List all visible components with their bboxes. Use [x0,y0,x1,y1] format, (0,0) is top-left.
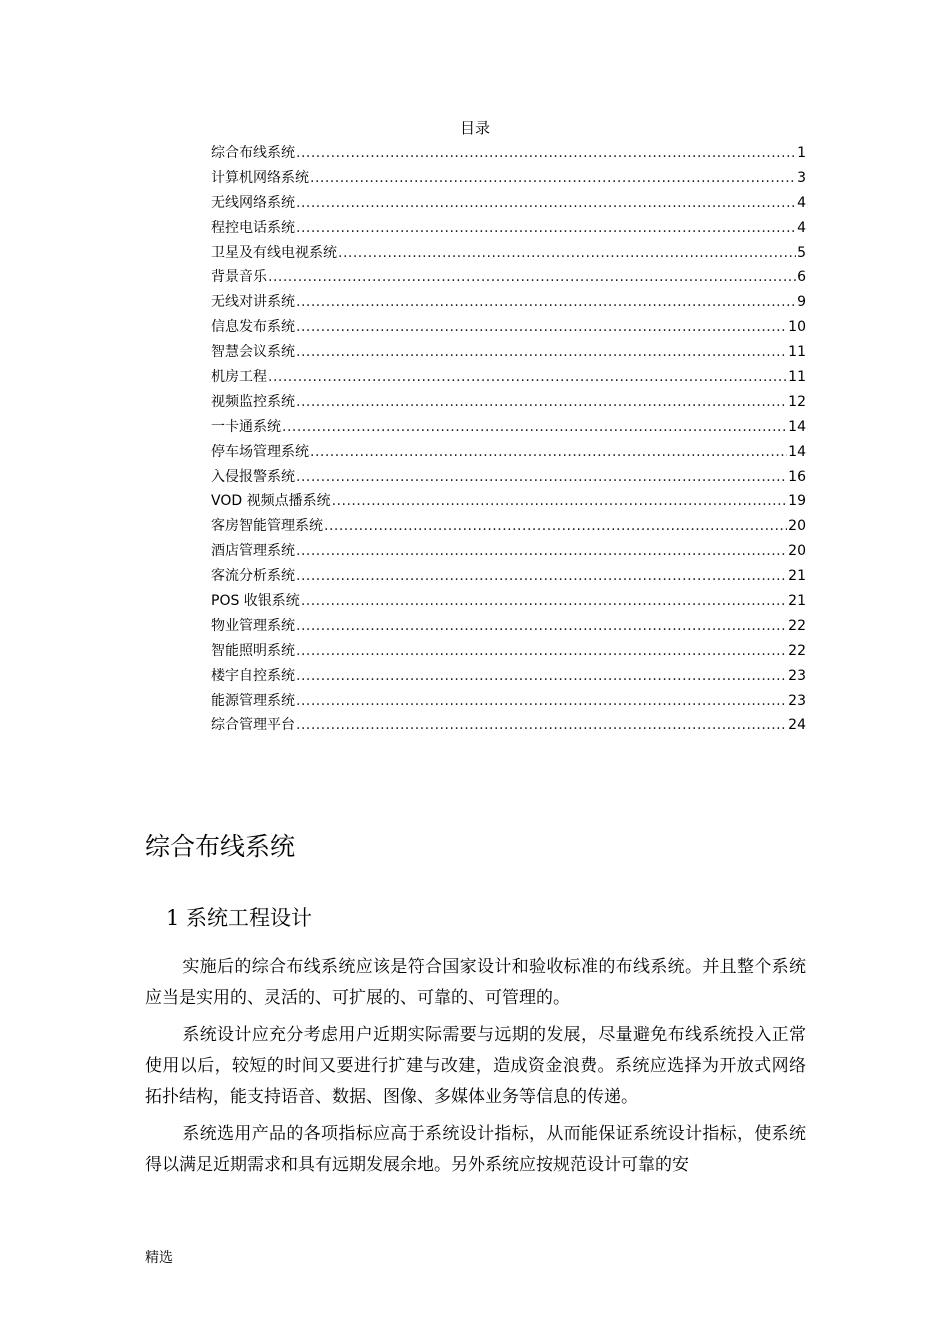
toc-dot-leader [310,168,796,188]
toc-entry-page: 23 [788,692,806,709]
section-subheading: 1 系统工程设计 [166,906,313,930]
body-paragraph: 系统设计应充分考虑用户近期实际需要与远期的发展，尽量避免布线系统投入正常使用以后，较短的时间又要进行扩建与改建，造成资金浪费。系统应选择为开放式网络拓扑结构，能支持语音、数据、图像、多媒体业务等信息的传递。 [145,1025,806,1107]
toc-entry-page: 19 [788,493,806,510]
toc-entry-label: 视频监控系统 [211,393,295,410]
toc-entry-label: 智能照明系统 [211,642,295,659]
toc-entry-label: 物业管理系统 [211,617,295,634]
toc-dot-leader [296,616,787,636]
page-footer: 精选 [145,1250,173,1266]
toc-entry-page: 24 [788,717,806,734]
toc-entry-page: 14 [788,443,806,460]
toc-entry-page: 21 [788,568,806,585]
toc-title: 目录 [459,119,490,137]
toc-entry[interactable] [211,417,806,442]
toc-entry-label: 一卡通系统 [211,418,281,435]
toc-entry-label: 停车场管理系统 [211,443,309,460]
toc-dot-leader [296,566,787,586]
toc-entry[interactable] [211,591,806,616]
toc-entry-page: 16 [788,468,806,485]
toc-entry-label: 无线网络系统 [211,194,295,211]
toc-entry-label: 楼宇自控系统 [211,667,295,684]
toc-entry-page: 5 [797,244,806,261]
toc-dot-leader [268,367,787,387]
toc-entry-page: 11 [788,369,806,386]
toc-entry[interactable] [211,193,806,218]
toc-dot-leader [268,267,796,287]
toc-dot-leader [296,317,787,337]
toc-entry[interactable] [211,616,806,641]
section-heading: 综合布线系统 [145,832,296,861]
toc-entry-page: 4 [797,219,806,236]
toc-entry-label: 计算机网络系统 [211,169,309,186]
toc-entry[interactable] [211,292,806,317]
toc-entry-page: 22 [788,642,806,659]
toc-dot-leader [296,143,796,163]
toc-entry[interactable] [211,218,806,243]
toc-entry-label: 程控电话系统 [211,219,295,236]
toc-dot-leader [296,541,787,561]
toc-entry[interactable] [211,715,806,740]
toc-entry-label: POS 收银系统 [211,593,300,610]
toc-entry-label: VOD 视频点播系统 [211,493,331,510]
toc-dot-leader [296,342,787,362]
toc-entry[interactable] [211,143,806,168]
toc-dot-leader [296,392,787,412]
toc-entry-page: 1 [797,145,806,161]
toc-dot-leader [338,243,796,263]
toc-entry-label: 无线对讲系统 [211,294,295,311]
toc-entry-page: 12 [788,393,806,410]
toc-entry-page: 23 [788,667,806,684]
toc-dot-leader [296,193,796,213]
toc-entry-page: 9 [797,294,806,311]
toc-entry[interactable] [211,317,806,342]
toc-entry-label: 智慧会议系统 [211,344,295,361]
toc-dot-leader [282,417,787,437]
toc-entry-label: 信息发布系统 [211,319,295,336]
body-text [145,952,806,1187]
toc-entry-page: 22 [788,617,806,634]
toc-entry-label: 背景音乐 [211,269,267,286]
toc-entry-page: 6 [797,269,806,286]
toc-entry-label: 综合管理平台 [211,717,295,734]
toc-entry[interactable] [211,491,806,516]
toc-entry[interactable] [211,566,806,591]
toc-entry-label: 入侵报警系统 [211,468,295,485]
toc-entry[interactable] [211,641,806,666]
toc-entry[interactable] [211,267,806,292]
body-paragraph: 实施后的综合布线系统应该是符合国家设计和验收标准的布线系统。并且整个系统应当是实用的、灵活的、可扩展的、可靠的、可管理的。 [145,957,806,1008]
toc-entry[interactable] [211,392,806,417]
toc-entry[interactable] [211,467,806,492]
toc-entry-page: 21 [788,593,806,610]
toc-entry-label: 机房工程 [211,369,267,386]
toc-entry[interactable] [211,342,806,367]
toc-dot-leader [296,467,787,487]
toc-entry-page: 14 [788,418,806,435]
body-paragraph: 系统选用产品的各项指标应高于系统设计指标，从而能保证系统设计指标，使系统得以满足近期需求和具有远期发展余地。另外系统应按规范设计可靠的安 [145,1124,806,1175]
toc-dot-leader [296,691,787,711]
toc-entry-label: 客房智能管理系统 [211,518,323,535]
toc-dot-leader [301,591,787,611]
toc-entry-page: 4 [797,194,806,211]
toc-entry-label: 客流分析系统 [211,568,295,585]
toc-entry[interactable] [211,691,806,716]
toc-dot-leader [296,218,796,238]
toc-entry[interactable] [211,516,806,541]
toc-entry-page: 3 [797,169,806,186]
toc-dot-leader [332,491,788,511]
toc-entry-page: 10 [788,319,806,336]
toc-entry-page: 11 [788,344,806,361]
toc-entry-label: 能源管理系统 [211,692,295,709]
toc-entry-label: 卫星及有线电视系统 [211,244,337,261]
toc-dot-leader [324,516,787,536]
toc-entry-label: 酒店管理系统 [211,543,295,560]
toc-entry-page: 20 [788,543,806,560]
toc-dot-leader [296,715,787,735]
toc-dot-leader [296,292,796,312]
toc-entry[interactable] [211,666,806,691]
toc-dot-leader [296,641,787,661]
toc-entry[interactable] [211,541,806,566]
toc-dot-leader [296,666,787,686]
toc-entry-label: 综合布线系统 [211,145,295,161]
toc-entry[interactable] [211,168,806,193]
toc-entry[interactable] [211,442,806,467]
toc-entry-page: 20 [788,518,806,535]
toc-entry[interactable] [211,243,806,268]
toc-dot-leader [310,442,787,462]
toc-entry[interactable] [211,367,806,392]
table-of-contents [211,143,806,740]
